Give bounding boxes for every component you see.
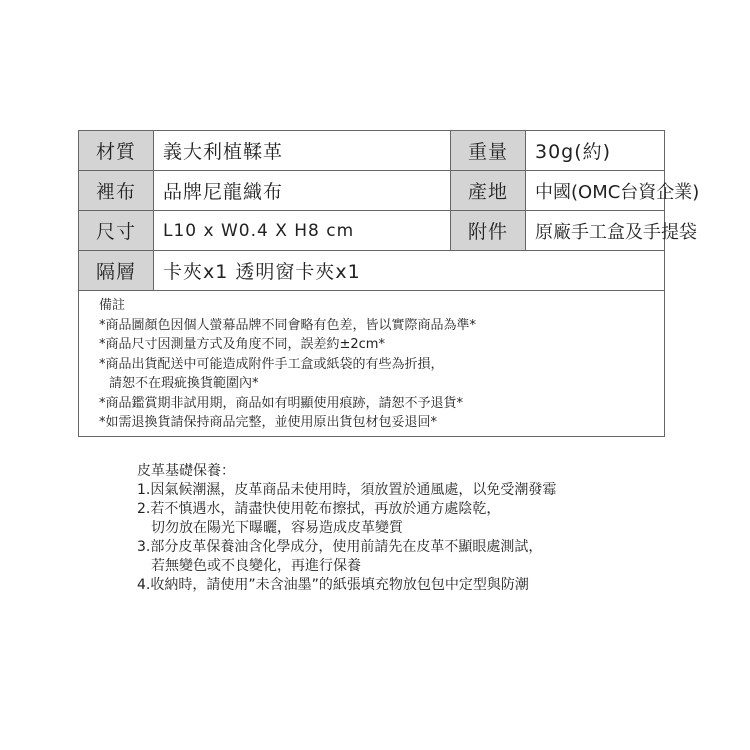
care-line: 3.部分皮革保養油含化學成分，使用前請先在皮革不顯眼處測試， xyxy=(137,539,543,555)
notes-line: *如需退換貨請保持商品完整，並使用原出貨包材包妥退回* xyxy=(99,415,438,430)
spec-label: 裡布 xyxy=(79,171,154,210)
spec-label: 重量 xyxy=(451,131,526,170)
notes-line: *商品尺寸因測量方式及角度不同，誤差約±2cm* xyxy=(99,337,385,352)
spec-label: 材質 xyxy=(79,131,154,170)
spec-row xyxy=(79,171,700,211)
spec-value: 卡夾x1 透明窗卡夾x1 xyxy=(163,261,361,283)
notes-line: *商品鑑賞期非試用期，商品如有明顯使用痕跡，請恕不予退貨* xyxy=(99,395,464,411)
care-section xyxy=(137,462,556,595)
spec-value: 中國(OMC台資企業) xyxy=(535,181,700,203)
care-line: 2.若不慎遇水，請盡快使用乾布擦拭，再放於通方處陰乾， xyxy=(137,501,501,517)
care-title: 皮革基礎保養： xyxy=(137,463,235,479)
spec-label: 尺寸 xyxy=(79,211,154,250)
spec-table xyxy=(78,130,700,437)
notes-line: 請恕不在瑕疵換貨範圍內* xyxy=(109,376,259,391)
spec-label: 產地 xyxy=(451,171,526,210)
notes-title: 備註 xyxy=(99,298,126,313)
spec-value: 原廠手工盒及手提袋 xyxy=(535,221,697,243)
spec-value: 品牌尼龍織布 xyxy=(154,171,451,210)
notes-section xyxy=(79,291,664,433)
care-line: 4.收納時，請使用”未含油墨”的紙張填充物放包包中定型與防潮 xyxy=(137,577,529,593)
notes-line: *商品圖顏色因個人螢幕品牌不同會略有色差，皆以實際商品為準* xyxy=(99,317,477,333)
spec-label: 隔層 xyxy=(79,251,154,290)
care-line: 切勿放在陽光下曝曬，容易造成皮革變質 xyxy=(151,520,403,536)
spec-value: 30g(約) xyxy=(535,141,612,163)
spec-row xyxy=(79,251,664,291)
spec-label: 附件 xyxy=(451,211,526,250)
care-line: 若無變色或不良變化，再進行保養 xyxy=(151,558,361,574)
spec-row xyxy=(79,211,697,251)
spec-row xyxy=(79,131,664,171)
notes-line: *商品出貨配送中可能造成附件手工盒或紙袋的有些為折損， xyxy=(99,356,444,372)
spec-value: 義大利植鞣革 xyxy=(154,131,451,170)
care-line: 1.因氣候潮濕，皮革商品未使用時，須放置於通風處，以免受潮發霉 xyxy=(137,482,557,498)
spec-value: L10 x W0.4 X H8 cm xyxy=(154,211,451,250)
